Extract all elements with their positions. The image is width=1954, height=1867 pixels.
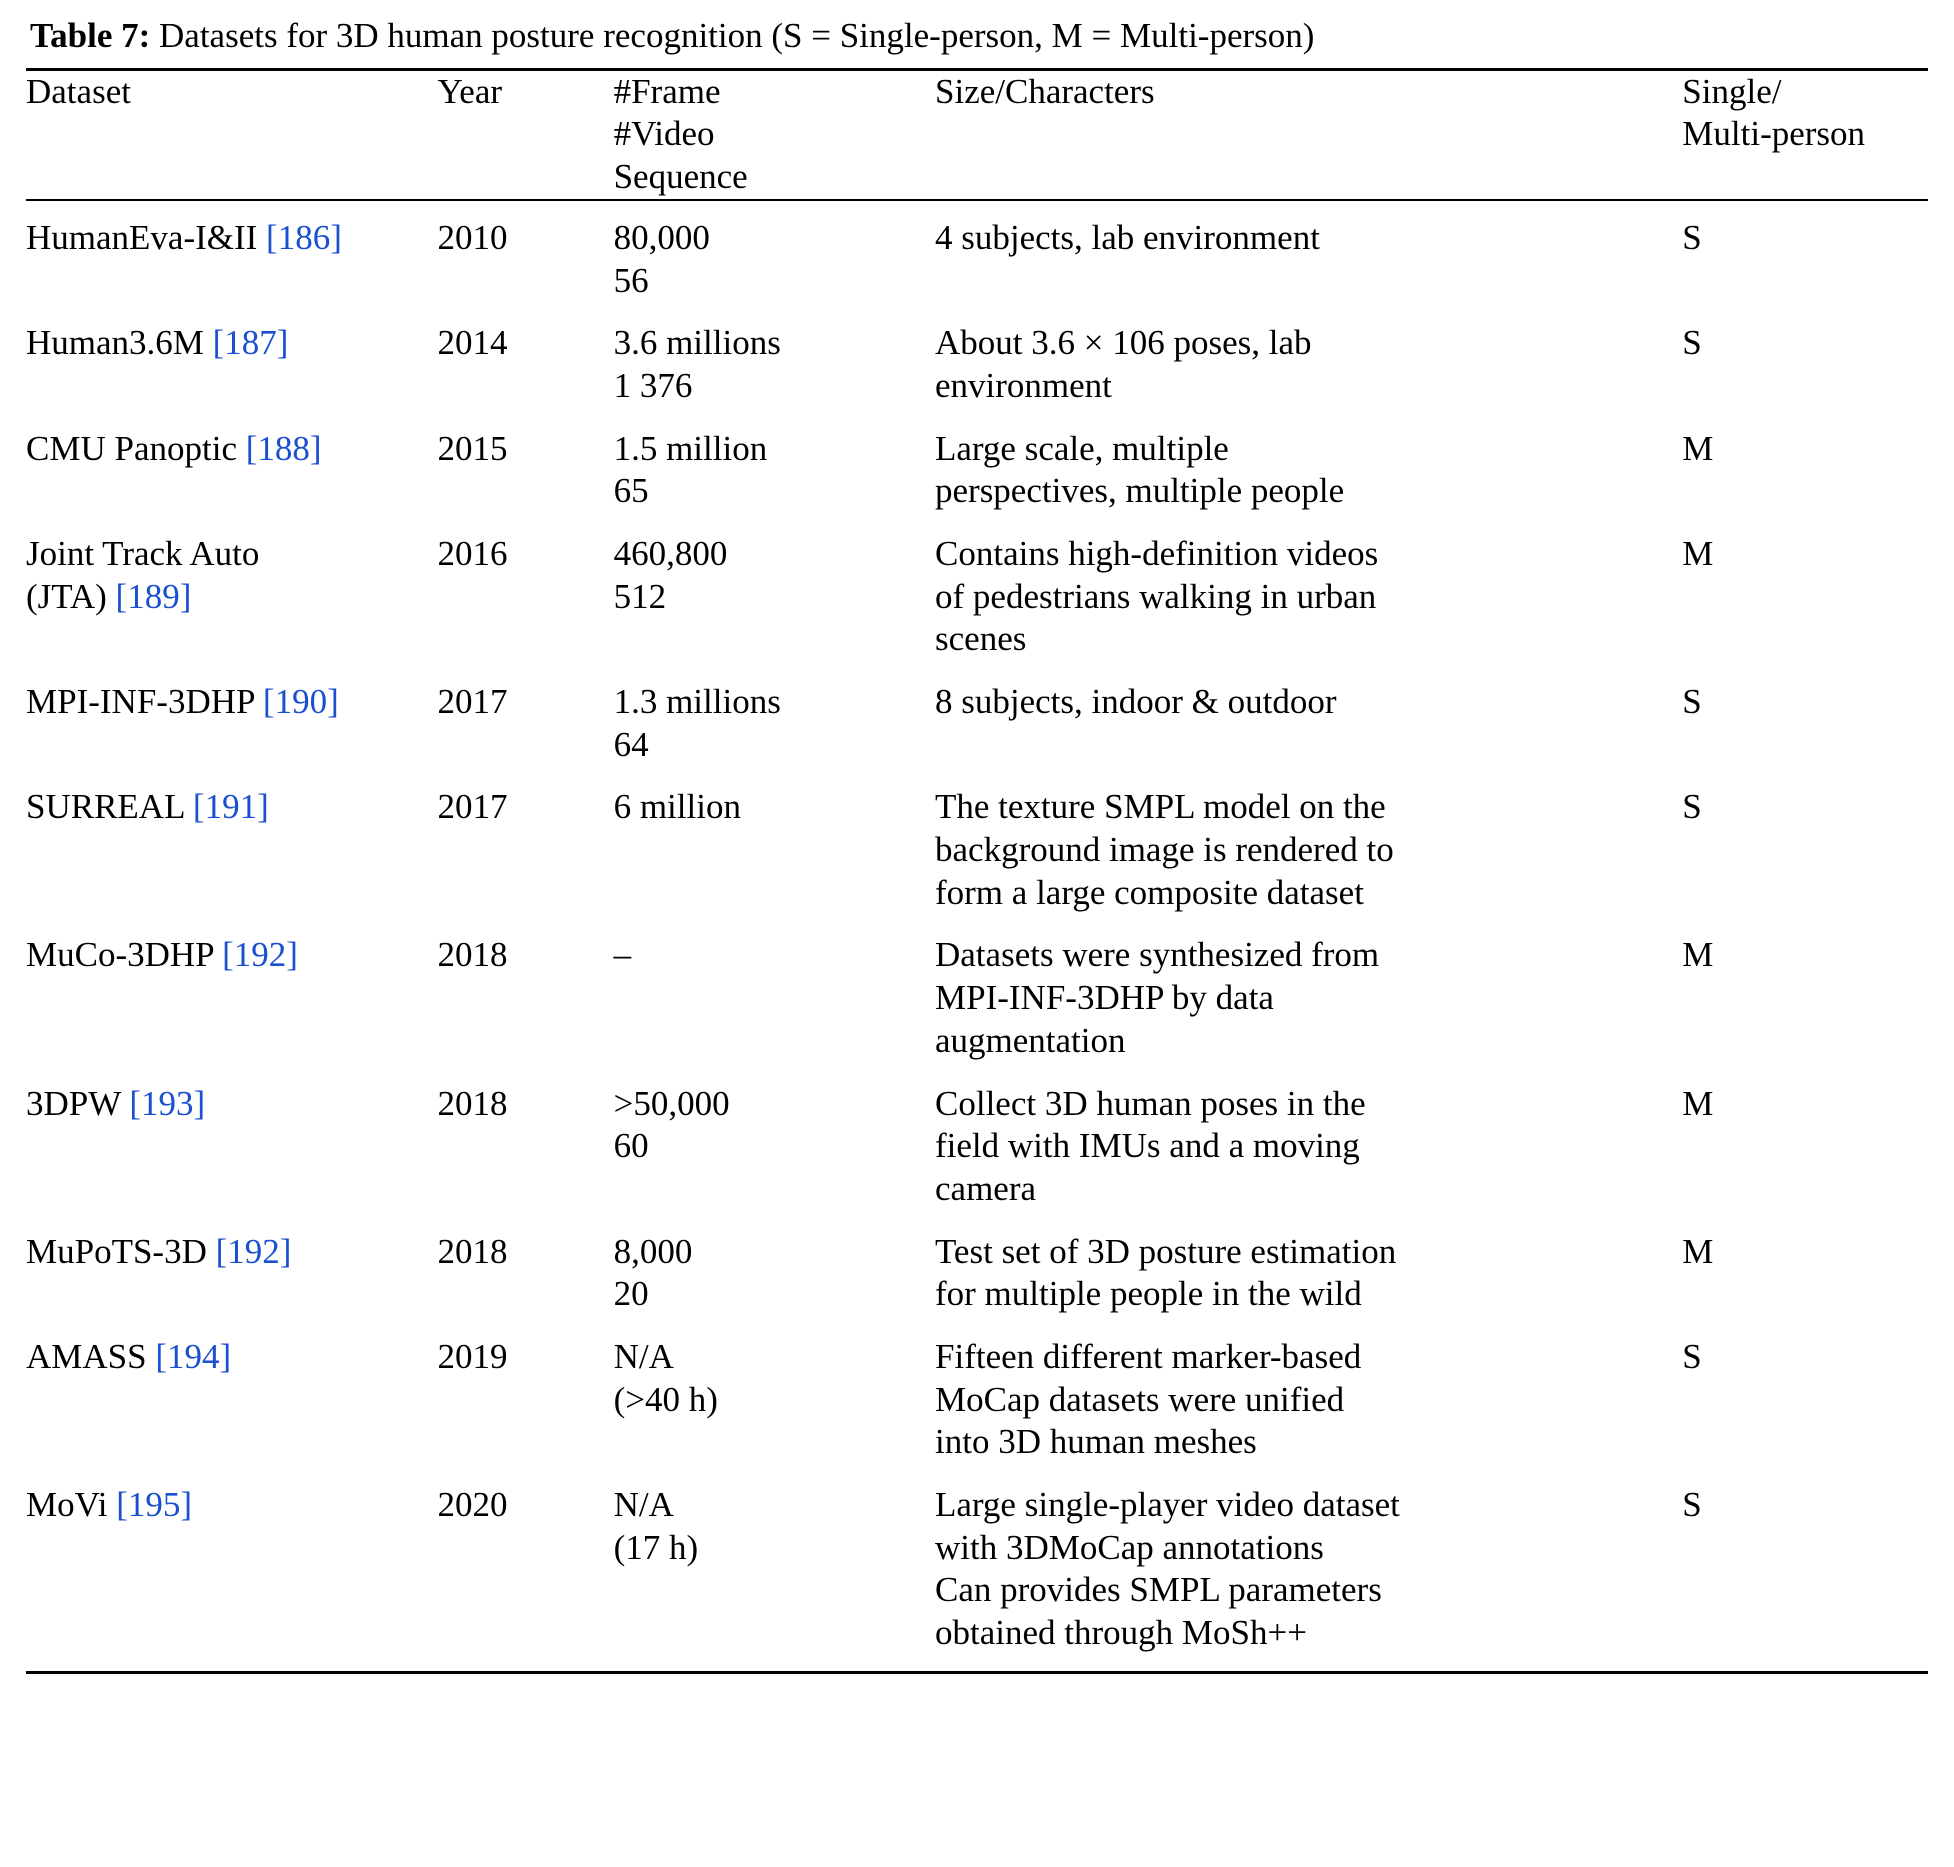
cell-size-characters — [935, 306, 1682, 411]
size-line: augmentation — [935, 1020, 1126, 1060]
cell-single-multi: M — [1682, 533, 1714, 573]
size-line: environment — [935, 365, 1112, 405]
frame-line: 460,800 — [613, 533, 728, 573]
size-line: The texture SMPL model on the — [935, 787, 1386, 827]
size-line: with 3DMoCap annotations — [935, 1527, 1324, 1567]
frame-line: 60 — [613, 1126, 649, 1166]
cell-size-characters — [935, 201, 1682, 306]
dataset-name: CMU Panoptic — [26, 428, 246, 468]
cell-year: 2015 — [437, 428, 508, 468]
cell-frames — [614, 1067, 935, 1215]
citation-link[interactable]: [192] — [222, 935, 298, 975]
cell-dataset — [26, 1320, 438, 1468]
column-header-frame — [614, 71, 935, 200]
cell-year: 2016 — [437, 533, 508, 573]
size-line: MPI-INF-3DHP by data — [935, 978, 1274, 1018]
table-body — [26, 201, 1928, 1659]
cell-year: 2018 — [437, 935, 508, 975]
cell-year: 2019 — [437, 1336, 508, 1376]
size-line: Collect 3D human poses in the — [935, 1083, 1366, 1123]
cell-size-characters — [935, 1468, 1682, 1659]
table-row — [26, 201, 1928, 306]
cell-year: 2020 — [437, 1485, 508, 1524]
table-row — [26, 1215, 1928, 1320]
citation-link[interactable]: [193] — [129, 1083, 206, 1123]
citation-link[interactable]: [195] — [116, 1485, 193, 1524]
frame-line: 1 376 — [613, 365, 693, 405]
dataset-name: MoVi — [26, 1485, 117, 1524]
cell-size-characters — [935, 1067, 1682, 1215]
table-row — [26, 517, 1928, 665]
dataset-name: 3DPW — [26, 1083, 130, 1123]
cell-size-characters — [935, 665, 1682, 770]
dataset-name: AMASS — [26, 1336, 156, 1376]
size-line: of pedestrians walking in urban — [935, 576, 1377, 616]
dataset-name: MPI-INF-3DHP — [26, 682, 263, 721]
frame-line: 8,000 — [613, 1231, 693, 1271]
table-row — [26, 1468, 1928, 1659]
frame-line: (17 h) — [613, 1527, 699, 1567]
cell-frames — [614, 1215, 935, 1320]
frame-line: 6 million — [613, 787, 741, 827]
cell-frames — [614, 1320, 935, 1468]
cell-single-multi: M — [1682, 935, 1714, 975]
size-line: Datasets were synthesized from — [935, 935, 1380, 975]
cell-year: 2018 — [437, 1083, 508, 1123]
size-line: MoCap datasets were unified — [935, 1379, 1345, 1419]
column-header-single-multi — [1682, 71, 1928, 200]
frame-line: (>40 h) — [613, 1379, 718, 1419]
table-row — [26, 1067, 1928, 1215]
cell-size-characters — [935, 1320, 1682, 1468]
cell-frames — [614, 1468, 935, 1659]
cell-year: 2017 — [437, 787, 508, 827]
size-line: Test set of 3D posture estimation — [935, 1231, 1397, 1271]
cell-dataset — [26, 1468, 438, 1659]
datasets-table — [26, 68, 1928, 1674]
table-caption — [30, 14, 1928, 58]
rule-bottom — [26, 1672, 1928, 1674]
column-header-year: Year — [437, 71, 503, 111]
citation-link[interactable]: [192] — [215, 1231, 292, 1271]
cell-dataset — [26, 306, 438, 411]
cell-frames — [614, 918, 935, 1066]
size-line: Large single-player video dataset — [935, 1485, 1400, 1524]
frame-line: N/A — [613, 1485, 674, 1524]
dataset-name: HumanEva-I&II — [26, 217, 267, 257]
table-row — [26, 1320, 1928, 1468]
cell-size-characters — [935, 1215, 1682, 1320]
cell-dataset — [26, 1215, 438, 1320]
frame-line: 80,000 — [613, 217, 710, 257]
cell-frames — [614, 412, 935, 517]
frame-line: 20 — [613, 1274, 649, 1314]
column-header-frame-line3: Sequence — [613, 157, 748, 197]
cell-single-multi: S — [1682, 787, 1702, 827]
size-line: Large scale, multiple — [935, 428, 1229, 468]
cell-single-multi: S — [1682, 682, 1702, 721]
cell-year: 2014 — [437, 323, 508, 363]
size-line: into 3D human meshes — [935, 1422, 1257, 1462]
cell-single-multi: S — [1682, 1485, 1702, 1524]
dataset-name-cont: (JTA) [189] — [26, 576, 192, 616]
size-line: scenes — [935, 619, 1027, 659]
cell-dataset — [26, 412, 438, 517]
table-row — [26, 665, 1928, 770]
cell-dataset — [26, 1067, 438, 1215]
caption-text: Datasets for 3D human posture recognition (S = Single-person, M = Multi-person) — [159, 16, 1315, 55]
column-header-sm-line2: Multi-person — [1682, 114, 1866, 154]
size-line: for multiple people in the wild — [935, 1274, 1362, 1314]
bottom-spacer — [26, 1659, 1928, 1673]
caption-label: Table 7: — [30, 16, 151, 55]
size-line: obtained through MoSh++ — [935, 1613, 1307, 1653]
cell-frames — [614, 517, 935, 665]
size-line: field with IMUs and a moving — [935, 1126, 1360, 1166]
cell-frames — [614, 306, 935, 411]
dataset-name: Joint Track Auto — [26, 533, 260, 573]
citation-link[interactable]: [190] — [262, 682, 339, 721]
frame-line: 3.6 millions — [613, 323, 781, 363]
column-header-frame-line2: #Video — [613, 114, 715, 154]
table-row — [26, 306, 1928, 411]
cell-frames — [614, 201, 935, 306]
cell-year: 2017 — [437, 682, 508, 721]
size-line: background image is rendered to — [935, 830, 1394, 870]
citation-link[interactable]: [191] — [192, 787, 269, 827]
cell-frames — [614, 665, 935, 770]
cell-single-multi: S — [1682, 1336, 1702, 1376]
cell-single-multi: S — [1682, 217, 1702, 257]
frame-line: >50,000 — [613, 1083, 730, 1123]
table-row — [26, 918, 1928, 1066]
header-row — [26, 71, 1928, 200]
column-header-sm-line1: Single/ — [1682, 71, 1782, 111]
citation-link[interactable]: [187] — [212, 323, 289, 363]
frame-line: 56 — [613, 260, 649, 300]
size-line: About 3.6 × 106 poses, lab — [935, 323, 1312, 363]
cell-dataset — [26, 517, 438, 665]
size-line: Fifteen different marker-based — [935, 1336, 1362, 1376]
cell-dataset — [26, 665, 438, 770]
cell-size-characters — [935, 770, 1682, 918]
size-line: form a large composite dataset — [935, 872, 1364, 912]
citation-link[interactable]: [189] — [115, 576, 192, 616]
cell-dataset — [26, 770, 438, 918]
dataset-name: MuPoTS-3D — [26, 1231, 216, 1271]
citation-link[interactable]: [188] — [245, 428, 322, 468]
table-row — [26, 412, 1928, 517]
size-line: 4 subjects, lab environment — [935, 217, 1320, 257]
frame-line: 1.5 million — [613, 428, 768, 468]
table-foot — [26, 1659, 1928, 1674]
frame-line: 65 — [613, 471, 649, 511]
cell-single-multi: S — [1682, 323, 1702, 363]
cell-single-multi: M — [1682, 428, 1714, 468]
cell-year: 2010 — [437, 217, 508, 257]
citation-link[interactable]: [186] — [266, 217, 342, 257]
dataset-name: SURREAL — [26, 787, 193, 827]
cell-size-characters — [935, 412, 1682, 517]
dataset-name: Human3.6M — [26, 323, 213, 363]
frame-line: 1.3 millions — [613, 682, 781, 721]
cell-frames — [614, 770, 935, 918]
cell-dataset — [26, 918, 438, 1066]
cell-size-characters — [935, 517, 1682, 665]
dataset-name: MuCo-3DHP — [26, 935, 223, 975]
cell-size-characters — [935, 918, 1682, 1066]
column-header-size: Size/Characters — [935, 71, 1155, 111]
size-line: 8 subjects, indoor & outdoor — [935, 682, 1337, 721]
table-row — [26, 770, 1928, 918]
cell-single-multi: M — [1682, 1231, 1714, 1271]
cell-dataset — [26, 201, 438, 306]
cell-single-multi: M — [1682, 1083, 1714, 1123]
size-line: Can provides SMPL parameters — [935, 1570, 1382, 1610]
frame-line: 64 — [613, 724, 649, 764]
column-header-frame-line1: #Frame — [613, 71, 721, 111]
citation-link[interactable]: [194] — [155, 1336, 232, 1376]
cell-year: 2018 — [437, 1231, 508, 1271]
table-head — [26, 69, 1928, 201]
size-line: camera — [935, 1168, 1037, 1208]
frame-line: N/A — [613, 1336, 674, 1376]
frame-line: – — [613, 935, 632, 975]
frame-line: 512 — [613, 576, 667, 616]
size-line: Contains high-definition videos — [935, 533, 1379, 573]
size-line: perspectives, multiple people — [935, 471, 1345, 511]
column-header-dataset: Dataset — [26, 71, 131, 111]
